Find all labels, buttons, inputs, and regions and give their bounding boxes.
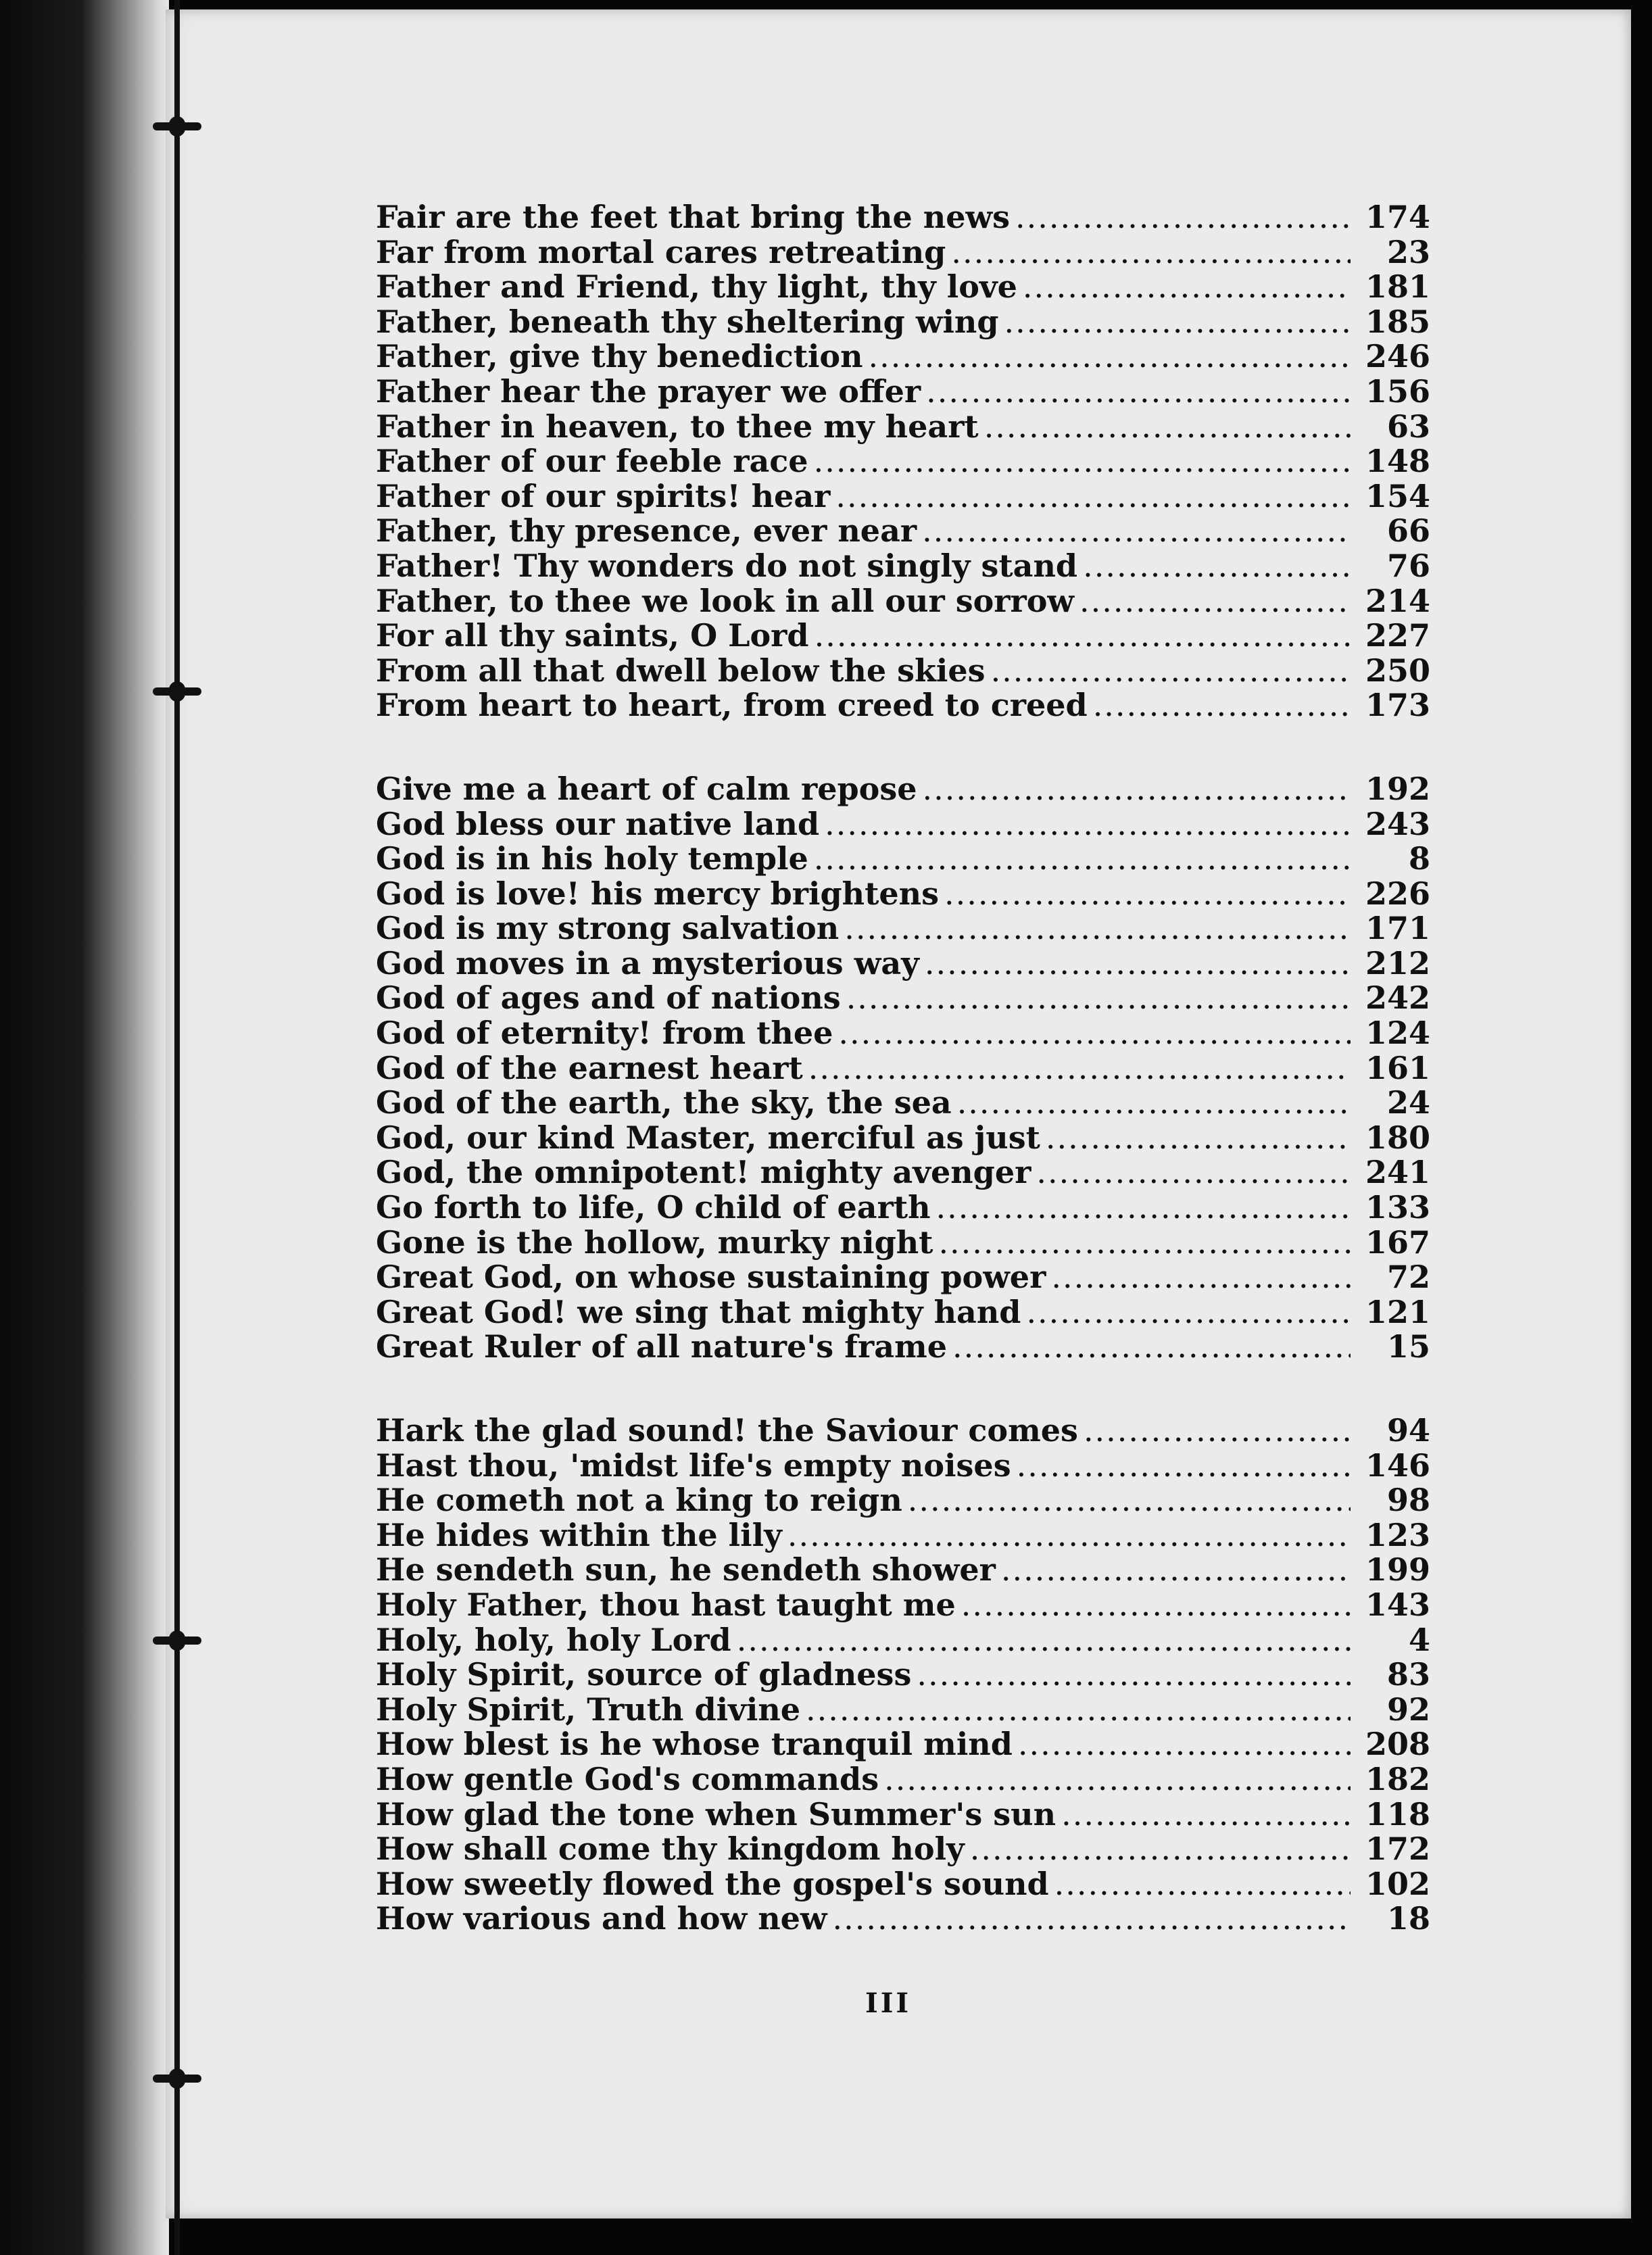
dot-leader [1084,1413,1351,1449]
dot-leader [737,1623,1351,1658]
dot-leader [951,235,1351,270]
index-entry [376,877,1430,912]
entry-title: He cometh not a king to reign [376,1482,902,1519]
dot-leader [922,514,1351,549]
dot-leader [1001,1553,1351,1588]
index-entry [376,1832,1430,1867]
index-entry [376,374,1430,410]
entry-title: How various and how new [376,1900,827,1937]
dot-leader [991,654,1351,689]
entry-page-number: 124 [1365,1015,1430,1052]
entry-page-number: 174 [1365,199,1430,235]
entry-title: From all that dwell below the skies [376,652,986,689]
binding-stitch-mark [153,681,201,702]
index-entry [376,1518,1430,1553]
dot-leader [1015,200,1351,235]
dot-leader [1017,1449,1351,1484]
entry-title: Holy, holy, holy Lord [376,1621,731,1658]
index-entry [376,1413,1430,1449]
index-section [376,200,1430,723]
dot-leader [961,1588,1351,1623]
index-entry [376,479,1430,514]
entry-page-number: 180 [1365,1119,1430,1156]
dot-leader [970,1832,1351,1867]
entry-title: He hides within the lily [376,1516,782,1553]
index-entry [376,514,1430,549]
entry-page-number: 83 [1386,1656,1430,1693]
dot-leader [833,1901,1351,1937]
dot-leader [844,911,1351,946]
dot-leader [1004,305,1351,340]
dot-leader [846,981,1351,1016]
index-entry [376,1223,1430,1261]
dot-leader [869,339,1351,374]
scan-margin [0,0,169,2255]
dot-leader [926,374,1351,410]
index-entry [376,1657,1430,1693]
entry-title: Great God, on whose sustaining power [376,1259,1046,1296]
binding-stitch-mark [153,116,201,137]
entry-page-number: 172 [1365,1830,1430,1868]
entry-title: God of the earth, the sky, the sea [376,1084,952,1121]
entry-title: Hark the glad sound! the Saviour comes [376,1412,1078,1449]
entry-page-number: 121 [1365,1293,1430,1330]
index-entry [376,1155,1430,1190]
binding-stitch-mark [153,2068,201,2089]
entry-title: God is my strong salvation [376,910,840,947]
entry-title: God bless our native land [376,805,820,842]
entry-title: Father, thy presence, ever near [376,512,917,550]
index-entry [376,235,1430,270]
dot-leader [957,1086,1351,1121]
entry-page-number: 250 [1365,652,1430,689]
entry-title: Holy Spirit, source of gladness [376,1656,912,1693]
entry-page-number: 181 [1365,268,1430,306]
index-entry [376,1797,1430,1833]
entry-title: How glad the tone when Summer's sun [376,1795,1056,1833]
dot-leader [1026,1295,1351,1330]
entry-page-number: 185 [1365,303,1430,340]
dot-leader [952,1330,1351,1365]
index-entry [376,444,1430,479]
index-entry [376,1483,1430,1518]
entry-title: Father, give thy benediction [376,338,863,375]
index-entry [376,549,1430,584]
dot-leader [815,619,1351,654]
entry-page-number: 154 [1365,477,1430,514]
entry-page-number: 242 [1365,979,1430,1017]
index-section [376,1413,1430,1937]
entry-page-number: 15 [1386,1328,1430,1365]
entry-page-number: 199 [1365,1551,1430,1589]
dot-leader [938,1226,1351,1261]
index-entry [376,911,1430,946]
entry-page-number: 156 [1365,372,1430,410]
dot-leader [1054,1867,1351,1902]
entry-title: How sweetly flowed the gospel's sound [376,1865,1049,1902]
entry-title: How blest is he whose tranquil mind [376,1726,1013,1763]
entry-title: God, the omnipotent! mighty avenger [376,1154,1031,1191]
index-entry [376,410,1430,445]
index-section [376,772,1430,1365]
index-entry [376,1190,1430,1226]
entry-title: For all thy saints, O Lord [376,617,809,654]
entry-page-number: 226 [1365,875,1430,912]
entry-page-number: 8 [1408,840,1430,877]
entry-title: Great Ruler of all nature's frame [376,1328,947,1365]
entry-title: Father of our spirits! hear [376,477,831,514]
index-entry [376,1727,1430,1762]
entry-title: God, our kind Master, merciful as just [376,1119,1040,1156]
index-entry [376,981,1430,1016]
entry-title: How gentle God's commands [376,1760,879,1797]
entry-page-number: 76 [1386,547,1430,584]
entry-page-number: 63 [1386,408,1430,445]
index-entry [376,772,1430,807]
index-entry [376,1553,1430,1588]
entry-title: Holy Father, thou hast taught me [376,1586,956,1623]
entry-title: Give me a heart of calm repose [376,770,917,807]
entry-page-number: 208 [1365,1726,1430,1763]
entry-page-number: 4 [1408,1621,1430,1658]
index-entry [376,584,1430,619]
entry-page-number: 18 [1386,1900,1430,1937]
entry-page-number: 118 [1365,1795,1430,1833]
index-entry [376,654,1430,689]
entry-title: God of ages and of nations [376,979,841,1017]
dot-leader [1036,1155,1351,1190]
dot-leader [787,1518,1351,1553]
hymn-index [376,200,1430,1985]
dot-leader [814,842,1351,877]
entry-page-number: 212 [1365,944,1430,981]
entry-page-number: 171 [1365,910,1430,947]
dot-leader [1018,1727,1351,1762]
entry-title: He sendeth sun, he sendeth shower [376,1551,996,1589]
entry-title: Great God! we sing that mighty hand [376,1293,1021,1330]
entry-page-number: 192 [1365,770,1430,807]
index-entry [376,688,1430,723]
entry-page-number: 173 [1365,687,1430,724]
dot-leader [1083,549,1351,584]
entry-page-number: 133 [1365,1189,1430,1226]
entry-page-number: 214 [1365,582,1430,619]
index-entry [376,1623,1430,1658]
dot-leader [1046,1121,1351,1156]
index-entry [376,1588,1430,1623]
index-entry [376,1693,1430,1728]
entry-page-number: 23 [1386,233,1430,270]
dot-leader [808,1051,1351,1086]
entry-page-number: 161 [1365,1049,1430,1086]
dot-leader [925,946,1351,981]
index-entry [376,1330,1430,1365]
index-entry [376,1051,1430,1086]
dot-leader [944,877,1351,912]
dot-leader [984,410,1351,445]
dot-leader [1061,1797,1351,1833]
index-entry [376,842,1430,877]
entry-title: Father of our feeble race [376,443,808,480]
entry-page-number: 182 [1365,1760,1430,1797]
index-entry [376,1449,1430,1484]
entry-page-number: 24 [1386,1084,1430,1121]
entry-title: Go forth to life, O child of earth [376,1189,931,1226]
entry-title: God is in his holy temple [376,840,808,877]
page-folio: III [865,1987,912,2019]
entry-title: Father hear the prayer we offer [376,372,921,410]
entry-title: Father, to thee we look in all our sorrow [376,582,1075,619]
binding-stitch-mark [153,1630,201,1651]
index-entry [376,339,1430,374]
entry-page-number: 123 [1365,1516,1430,1553]
dot-leader [1051,1260,1351,1295]
entry-title: Gone is the hollow, murky night [376,1223,933,1261]
dot-leader [1023,270,1351,305]
dot-leader [835,479,1351,514]
entry-title: God of eternity! from thee [376,1015,833,1052]
entry-title: Holy Spirit, Truth divine [376,1691,801,1728]
dot-leader [814,444,1351,479]
entry-title: From heart to heart, from creed to creed [376,687,1088,724]
index-entry [376,305,1430,340]
index-entry [376,270,1430,305]
dot-leader [825,807,1351,842]
dot-leader [1093,688,1351,723]
index-entry [376,619,1430,654]
dot-leader [908,1483,1351,1518]
dot-leader [884,1762,1351,1797]
entry-page-number: 94 [1386,1412,1430,1449]
entry-title: Father in heaven, to thee my heart [376,408,979,445]
entry-page-number: 146 [1365,1447,1430,1484]
binding-line [174,0,180,2255]
entry-title: God is love! his mercy brightens [376,875,939,912]
index-entry [376,200,1430,235]
entry-page-number: 98 [1386,1482,1430,1519]
entry-page-number: 92 [1386,1691,1430,1728]
dot-leader [1079,584,1351,619]
index-entry [376,1121,1430,1156]
entry-page-number: 243 [1365,805,1430,842]
entry-title: Hast thou, 'midst life's empty noises [376,1447,1011,1484]
entry-title: Father! Thy wonders do not singly stand [376,547,1078,584]
entry-title: Fair are the feet that bring the news [376,199,1010,235]
index-entry [376,807,1430,842]
entry-page-number: 246 [1365,338,1430,375]
dot-leader [917,1657,1351,1693]
index-entry [376,1295,1430,1330]
entry-page-number: 167 [1365,1223,1430,1261]
entry-page-number: 241 [1365,1154,1430,1191]
dot-leader [838,1016,1351,1051]
index-entry [376,1762,1430,1797]
entry-page-number: 148 [1365,443,1430,480]
dot-leader [806,1693,1351,1728]
entry-title: Far from mortal cares retreating [376,233,946,270]
entry-title: Father and Friend, thy light, thy love [376,268,1017,306]
index-entry [376,946,1430,981]
index-entry [376,1016,1430,1051]
entry-title: How shall come thy kingdom holy [376,1830,965,1868]
entry-page-number: 72 [1386,1259,1430,1296]
index-entry [376,1086,1430,1121]
index-entry [376,1260,1430,1295]
entry-page-number: 102 [1365,1865,1430,1902]
entry-title: God of the earnest heart [376,1049,803,1086]
entry-page-number: 66 [1386,512,1430,550]
dot-leader [936,1190,1351,1226]
index-entry [376,1901,1430,1937]
entry-title: Father, beneath thy sheltering wing [376,303,999,340]
entry-title: God moves in a mysterious way [376,944,919,981]
dot-leader [923,772,1351,807]
index-entry [376,1867,1430,1902]
entry-page-number: 143 [1365,1586,1430,1623]
entry-page-number: 227 [1365,617,1430,654]
